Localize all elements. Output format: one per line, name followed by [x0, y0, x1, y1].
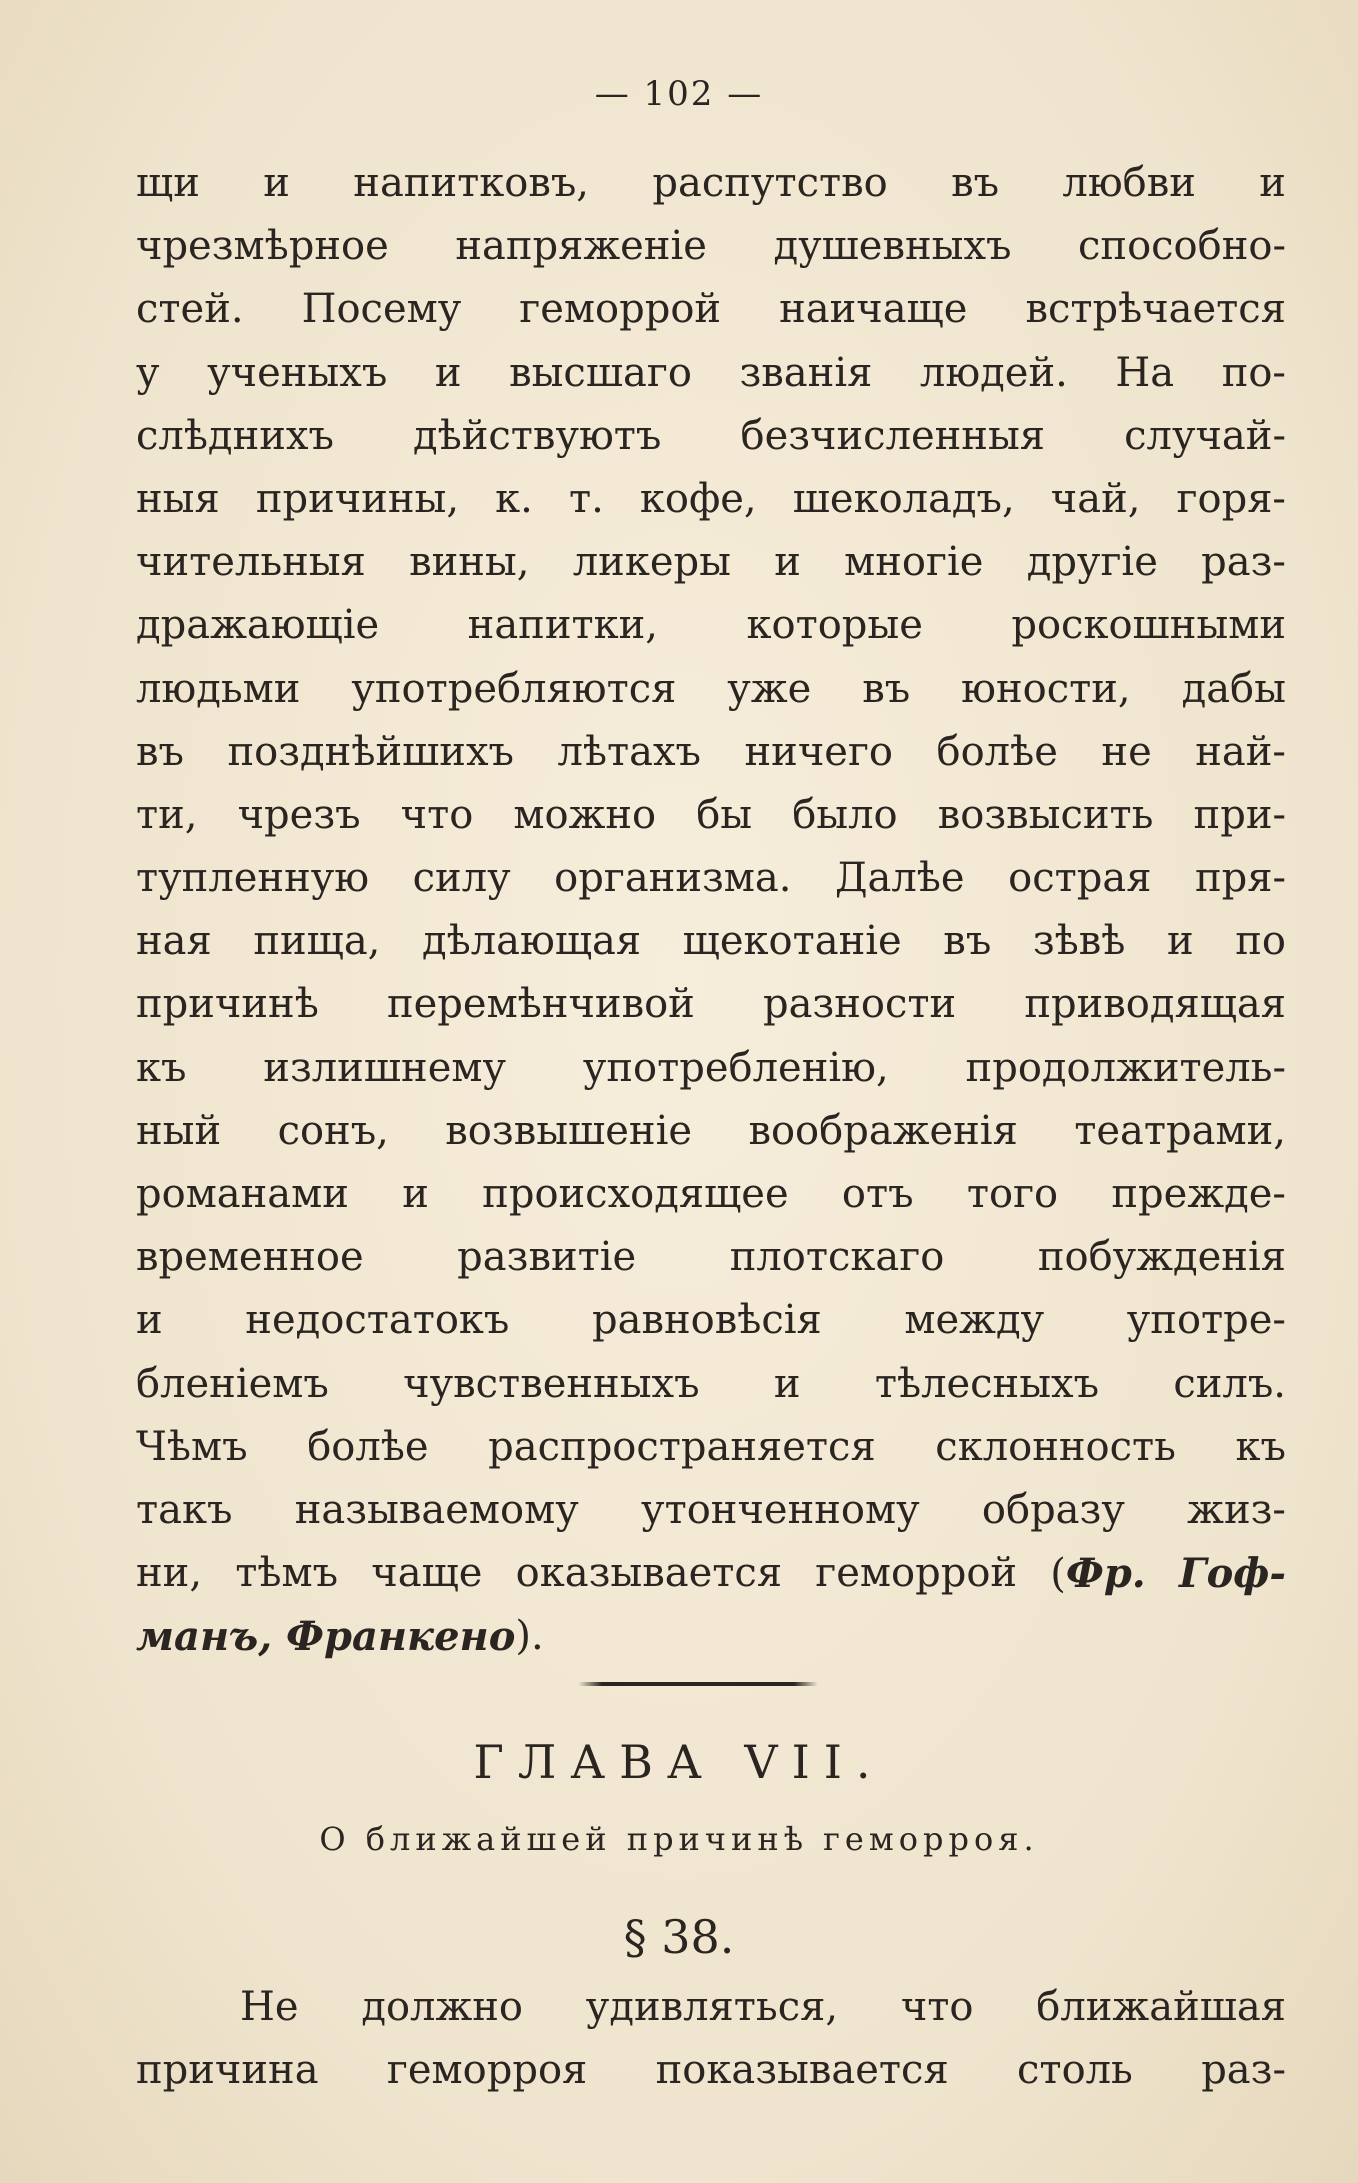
- section-divider: [578, 1682, 818, 1686]
- paragraph-1: [136, 152, 1286, 1669]
- text-line: къ излишнему употребленію, продолжитель-: [136, 1044, 1286, 1091]
- text-line: причина геморроя показывается столь раз-: [136, 2047, 1286, 2094]
- text-line: и недостатокъ равновѣсія между употре-: [136, 1297, 1286, 1344]
- text-line: такъ называемому утонченному образу жиз-: [136, 1486, 1286, 1533]
- text-line: чительныя вины, ликеры и многіе другіе раз-: [136, 539, 1286, 586]
- closing-punctuation: ).: [515, 1613, 544, 1660]
- text-line: временное развитіе плотскаго побужденія: [136, 1234, 1286, 1281]
- text-line: стей. Посему геморрой наичаще встрѣчается: [136, 286, 1286, 333]
- text-line: ный сонъ, возвышеніе воображенія театрами,: [136, 1107, 1286, 1154]
- page-number: — 102 —: [594, 74, 764, 114]
- paragraph-2: [136, 1976, 1286, 2102]
- text-line: причинѣ перемѣнчивой разности приводящая: [136, 981, 1286, 1028]
- text-line: щи и напитковъ, распутство въ любви и: [136, 160, 1286, 206]
- text-line: ти, чрезъ что можно бы было возвысить при-: [136, 791, 1286, 838]
- text-line: людьми употребляются уже въ юности, дабы: [136, 665, 1286, 712]
- text-line: Чѣмъ болѣе распространяется склонность къ: [136, 1423, 1286, 1470]
- chapter-title: ГЛАВА VII.: [473, 1735, 885, 1789]
- text-line: чрезмѣрное напряженіе душевныхъ способно-: [136, 223, 1286, 270]
- text-line: въ позднѣйшихъ лѣтахъ ничего болѣе не най-: [136, 728, 1286, 775]
- italic-author-names: манъ, Франкено: [136, 1613, 516, 1661]
- text-line-last: [136, 1605, 1286, 1668]
- text-line: Не должно удивляться, что ближайшая: [240, 1984, 1286, 2030]
- text-line: бленіемъ чувственныхъ и тѣлесныхъ силъ.: [136, 1360, 1286, 1407]
- text-line: ни, тѣмъ чаще оказывается геморрой (Фр. Гоф-: [136, 1550, 1286, 1598]
- text-line: слѣднихъ дѣйствуютъ безчисленныя случай-: [136, 412, 1286, 459]
- text-line: ныя причины, к. т. кофе, шеколадъ, чай, горя-: [136, 475, 1286, 522]
- text-line: у ученыхъ и высшаго званія людей. На по-: [136, 349, 1286, 396]
- section-mark: § 38.: [623, 1910, 735, 1964]
- chapter-subtitle: О ближайшей причинѣ геморроя.: [319, 1820, 1039, 1858]
- text-line: тупленную силу организма. Далѣе острая пря-: [136, 855, 1286, 902]
- text-line: дражающіе напитки, которые роскошными: [136, 602, 1286, 649]
- text-line: романами и происходящее отъ того прежде-: [136, 1171, 1286, 1217]
- text-line: ная пища, дѣлающая щекотаніе въ зѣвѣ и по: [136, 918, 1286, 965]
